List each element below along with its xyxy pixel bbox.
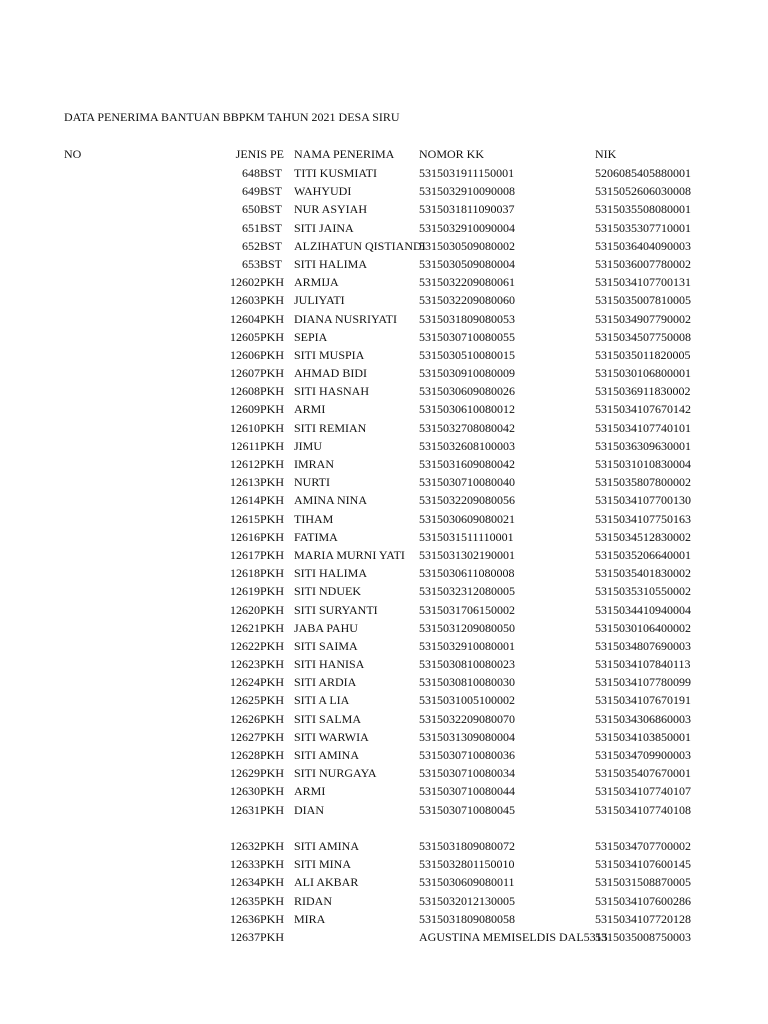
cell-nik: 5206085405880001: [595, 166, 691, 180]
cell-jenis: PKH: [260, 493, 285, 508]
cell-nik: 5315034507750008: [595, 329, 691, 344]
cell-nomor-kk: 5315030611080008: [419, 566, 515, 581]
cell-no: 12606: [230, 347, 260, 362]
cell-jenis: PKH: [260, 729, 285, 744]
cell-jenis: PKH: [260, 293, 285, 308]
cell-nomor-kk: 5315032801150010: [419, 857, 515, 872]
cell-nik: 5315031010830004: [595, 457, 691, 471]
cell-nama: RIDAN: [294, 893, 332, 908]
cell-nomor-kk: 5315032312080005: [419, 584, 515, 599]
cell-no: 12609: [230, 402, 260, 417]
cell-nomor-kk: 5315032209080070: [419, 711, 515, 726]
cell-nik: 5315035206640001: [595, 547, 691, 562]
cell-no: 12620: [230, 602, 260, 617]
cell-nama: SITI SAIMA: [294, 638, 358, 653]
cell-no: 651: [242, 220, 260, 235]
table-row: [0, 892, 768, 910]
cell-nama: TITI KUSMIATI: [294, 166, 377, 180]
cell-no: 12610: [230, 420, 260, 435]
table-spacer-row: [0, 819, 768, 837]
cell-jenis: PKH: [260, 347, 285, 362]
cell-nomor-kk: 5315030510080015: [419, 347, 515, 362]
cell-nik: 5315034107840113: [595, 657, 691, 672]
cell-nama: SITI AMINA: [294, 838, 359, 853]
cell-jenis: PKH: [260, 402, 285, 417]
cell-jenis: PKH: [260, 857, 285, 872]
table-row: [0, 855, 768, 873]
cell-nama: AHMAD BIDI: [294, 366, 367, 381]
cell-no: 12615: [230, 511, 260, 526]
cell-nik: 5315034107670142: [595, 402, 691, 417]
cell-nama: SITI SURYANTI: [294, 602, 378, 617]
cell-nama: ALI AKBAR: [294, 875, 359, 890]
cell-nomor-kk: AGUSTINA MEMISELDIS DAL5315: [419, 929, 608, 944]
cell-nama: NURTI: [294, 475, 330, 490]
cell-nik: 5315034107740108: [595, 802, 691, 817]
table-row: [0, 782, 768, 800]
cell-jenis: PKH: [260, 693, 285, 708]
cell-nik: 5315035310550002: [595, 584, 691, 599]
cell-nik: 5315034107740107: [595, 784, 691, 799]
cell-nik: 5315035008750003: [595, 929, 691, 944]
cell-nik: 5315036404090003: [595, 238, 691, 253]
cell-nik: 5315035807800002: [595, 475, 691, 490]
table-row: [0, 928, 768, 946]
cell-nama: ARMI: [294, 784, 326, 799]
cell-no: 12626: [230, 711, 260, 726]
cell-nama: DIANA NUSRIYATI: [294, 311, 398, 326]
cell-no: 12636: [230, 911, 260, 926]
cell-jenis: PKH: [260, 457, 285, 471]
cell-nik: 5315035011820005: [595, 347, 691, 362]
table-row: [0, 528, 768, 546]
table-row: [0, 546, 768, 564]
table-row: [0, 510, 768, 528]
cell-nomor-kk: 5315031209080050: [419, 620, 515, 635]
cell-no: 12628: [230, 748, 260, 762]
cell-nomor-kk: 5315032209080061: [419, 275, 515, 290]
cell-jenis: PKH: [260, 838, 285, 853]
document-title: DATA PENERIMA BANTUAN BBPKM TAHUN 2021 DESA SIRU: [64, 110, 400, 124]
table-row: [0, 710, 768, 728]
cell-nomor-kk: 5315031911150001: [419, 166, 515, 180]
cell-jenis: BST: [260, 184, 283, 199]
cell-jenis: PKH: [260, 438, 285, 453]
cell-nama: JULIYATI: [294, 293, 345, 308]
cell-nik: 5315030106800001: [595, 366, 691, 381]
cell-no: 12619: [230, 584, 260, 599]
cell-nik: 5315036309630001: [595, 438, 691, 453]
cell-nomor-kk: 5315031809080053: [419, 311, 515, 326]
cell-nik: 5315034907790002: [595, 311, 691, 326]
cell-jenis: PKH: [260, 275, 285, 290]
cell-nomor-kk: 5315030609080021: [419, 511, 515, 526]
cell-nomor-kk: 5315030710080034: [419, 766, 515, 781]
cell-nik: 5315036007780002: [595, 256, 691, 271]
cell-jenis: PKH: [260, 766, 285, 781]
cell-no: 12623: [230, 657, 260, 672]
cell-nik: 5315034107600145: [595, 857, 691, 872]
cell-nomor-kk: 5315030710080036: [419, 748, 515, 762]
table-row: [0, 601, 768, 619]
cell-nik: 5315034807690003: [595, 638, 691, 653]
cell-nik: 5315034107750163: [595, 511, 691, 526]
cell-jenis: PKH: [260, 748, 285, 762]
header-nama: NAMA PENERIMA: [294, 147, 395, 161]
cell-nik: 5315034306860003: [595, 711, 691, 726]
cell-jenis: PKH: [260, 329, 285, 344]
cell-nomor-kk: 5315031609080042: [419, 457, 515, 471]
cell-no: 12635: [230, 893, 260, 908]
cell-nama: DIAN: [294, 802, 324, 817]
cell-jenis: PKH: [260, 875, 285, 890]
cell-nomor-kk: 5315032910090008: [419, 184, 515, 199]
cell-nomor-kk: 5315032209080056: [419, 493, 515, 508]
cell-jenis: PKH: [260, 893, 285, 908]
header-no: NO: [64, 147, 82, 161]
cell-nama: JABA PAHU: [294, 620, 358, 635]
cell-nik: 5315034512830002: [595, 529, 691, 544]
cell-no: 12633: [230, 857, 260, 872]
cell-nomor-kk: 5315030810080030: [419, 675, 515, 690]
cell-no: 649: [242, 184, 260, 199]
cell-nik: 5315034709900003: [595, 748, 691, 762]
cell-nik: 5315035407670001: [595, 766, 691, 781]
cell-no: 12631: [230, 802, 260, 817]
table-row: [0, 582, 768, 600]
cell-nomor-kk: 5315030810080023: [419, 657, 515, 672]
table-row: [0, 219, 768, 237]
cell-jenis: BST: [260, 166, 283, 180]
cell-nomor-kk: 5315030509080004: [419, 256, 515, 271]
cell-nomor-kk: 5315031309080004: [419, 729, 515, 744]
cell-jenis: PKH: [260, 566, 285, 581]
cell-nama: SITI MINA: [294, 857, 351, 872]
cell-nomor-kk: 5315032910090004: [419, 220, 515, 235]
cell-nik: 5315034107700131: [595, 275, 691, 290]
cell-no: 12618: [230, 566, 260, 581]
table-row: [0, 364, 768, 382]
table-row: [0, 346, 768, 364]
table-row: [0, 619, 768, 637]
table-row: [0, 764, 768, 782]
cell-nama: SITI ARDIA: [294, 675, 357, 690]
cell-jenis: PKH: [260, 511, 285, 526]
table-row: [0, 310, 768, 328]
cell-no: 12622: [230, 638, 260, 653]
cell-nama: SEPIA: [294, 329, 328, 344]
cell-no: 12603: [230, 293, 260, 308]
cell-jenis: PKH: [260, 547, 285, 562]
cell-nomor-kk: 5315031809080072: [419, 838, 515, 853]
cell-nama: AMINA NINA: [294, 493, 367, 508]
cell-no: 12616: [230, 529, 260, 544]
cell-nama: MIRA: [294, 911, 326, 926]
cell-nik: 5315052606030008: [595, 184, 691, 199]
table-row: [0, 564, 768, 582]
cell-nik: 5315035508080001: [595, 202, 691, 217]
cell-nama: FATIMA: [294, 529, 338, 544]
cell-nik: 5315031508870005: [595, 875, 691, 890]
cell-nama: SITI A LIA: [294, 693, 350, 708]
cell-nama: SITI SALMA: [294, 711, 362, 726]
cell-nama: ALZIHATUN QISTIANDI: [294, 238, 426, 253]
table-row: [0, 837, 768, 855]
cell-nomor-kk: 5315032910080001: [419, 638, 515, 653]
header-kk: NOMOR KK: [419, 147, 485, 161]
cell-nama: SITI HALIMA: [294, 566, 367, 581]
cell-nik: 5315034707700002: [595, 838, 691, 853]
cell-no: 12632: [230, 838, 260, 853]
table-row: [0, 491, 768, 509]
table-row: [0, 437, 768, 455]
cell-jenis: PKH: [260, 602, 285, 617]
table-row: [0, 400, 768, 418]
cell-nomor-kk: 5315032708080042: [419, 420, 515, 435]
cell-no: 12624: [230, 675, 260, 690]
table-row: [0, 637, 768, 655]
cell-no: 648: [242, 166, 260, 180]
cell-nik: 5315035307710001: [595, 220, 691, 235]
table-row: [0, 328, 768, 346]
cell-no: 12637: [230, 929, 260, 944]
cell-no: 653: [242, 256, 260, 271]
cell-nik: 5315030106400002: [595, 620, 691, 635]
cell-jenis: PKH: [260, 638, 285, 653]
cell-nomor-kk: 5315032608100003: [419, 438, 515, 453]
cell-no: 12621: [230, 620, 260, 635]
cell-nomor-kk: 5315030509080002: [419, 238, 515, 253]
table-row: [0, 291, 768, 309]
cell-nomor-kk: 5315030710080040: [419, 475, 515, 490]
cell-nomor-kk: 5315031302190001: [419, 547, 515, 562]
table-row: [0, 455, 768, 473]
cell-jenis: BST: [260, 202, 283, 217]
table-row: [0, 182, 768, 200]
table-row: [0, 164, 768, 182]
cell-jenis: PKH: [260, 366, 285, 381]
cell-no: 12614: [230, 493, 260, 508]
cell-nama: SITI HALIMA: [294, 256, 367, 271]
table-row: [0, 910, 768, 928]
table-row: [0, 691, 768, 709]
cell-jenis: PKH: [260, 529, 285, 544]
cell-nik: 5315034107720128: [595, 911, 691, 926]
table-row: [0, 273, 768, 291]
cell-nama: MARIA MURNI YATI: [294, 547, 405, 562]
cell-nomor-kk: 5315032012130005: [419, 893, 515, 908]
cell-no: 12604: [230, 311, 260, 326]
table-row: [0, 473, 768, 491]
header-jenis: JENIS PE: [235, 147, 284, 161]
cell-jenis: BST: [260, 256, 283, 271]
cell-no: 12627: [230, 729, 260, 744]
cell-nomor-kk: 5315030609080011: [419, 875, 515, 890]
cell-nama: SITI AMINA: [294, 748, 359, 762]
cell-no: 12634: [230, 875, 260, 890]
table-row: [0, 419, 768, 437]
cell-jenis: PKH: [260, 929, 285, 944]
cell-jenis: PKH: [260, 675, 285, 690]
cell-no: 650: [242, 202, 260, 217]
cell-nik: 5315034107740101: [595, 420, 691, 435]
cell-no: 12611: [230, 438, 260, 453]
cell-no: 12625: [230, 693, 260, 708]
cell-nik: 5315034107600286: [595, 893, 691, 908]
cell-no: 12630: [230, 784, 260, 799]
cell-jenis: PKH: [260, 711, 285, 726]
cell-nama: SITI NDUEK: [294, 584, 361, 599]
cell-jenis: PKH: [260, 311, 285, 326]
table-row: [0, 655, 768, 673]
cell-nomor-kk: 5315031811090037: [419, 202, 515, 217]
cell-nik: 5315034410940004: [595, 602, 691, 617]
cell-nik: 5315035007810005: [595, 293, 691, 308]
cell-nomor-kk: 5315030910080009: [419, 366, 515, 381]
cell-jenis: PKH: [260, 384, 285, 399]
cell-nama: SITI JAINA: [294, 220, 354, 235]
table-row: [0, 746, 768, 764]
table-row: [0, 255, 768, 273]
cell-nama: NUR ASYIAH: [294, 202, 368, 217]
cell-no: 652: [242, 238, 260, 253]
table-row: [0, 801, 768, 819]
table-row: [0, 382, 768, 400]
cell-jenis: PKH: [260, 784, 285, 799]
cell-nomor-kk: 5315030710080044: [419, 784, 515, 799]
cell-no: 12629: [230, 766, 260, 781]
cell-nomor-kk: 5315030609080026: [419, 384, 515, 399]
cell-jenis: PKH: [260, 911, 285, 926]
table-row: [0, 728, 768, 746]
cell-no: 12602: [230, 275, 260, 290]
table-row: [0, 873, 768, 891]
cell-nama: TIHAM: [294, 511, 334, 526]
cell-nomor-kk: 5315031511110001: [419, 529, 514, 544]
cell-nomor-kk: 5315030710080055: [419, 329, 515, 344]
cell-no: 12613: [230, 475, 260, 490]
cell-jenis: PKH: [260, 657, 285, 672]
cell-nama: ARMI: [294, 402, 326, 417]
cell-nama: SITI REMIAN: [294, 420, 367, 435]
cell-nama: WAHYUDI: [294, 184, 352, 199]
cell-nik: 5315034103850001: [595, 729, 691, 744]
cell-nomor-kk: 5315032209080060: [419, 293, 515, 308]
cell-jenis: BST: [260, 238, 283, 253]
cell-nomor-kk: 5315030610080012: [419, 402, 515, 417]
cell-nama: JIMU: [294, 438, 323, 453]
header-nik: NIK: [595, 147, 617, 161]
cell-nama: SITI MUSPIA: [294, 347, 365, 362]
cell-no: 12617: [230, 547, 260, 562]
cell-jenis: PKH: [260, 584, 285, 599]
recipient-table: [0, 164, 768, 946]
cell-nik: 5315034107700130: [595, 493, 691, 508]
cell-no: 12612: [230, 457, 260, 471]
table-row: [0, 673, 768, 691]
cell-nama: ARMIJA: [294, 275, 339, 290]
cell-nama: SITI HANISA: [294, 657, 365, 672]
cell-jenis: PKH: [260, 475, 285, 490]
cell-nama: SITI HASNAH: [294, 384, 369, 399]
cell-nama: SITI WARWIA: [294, 729, 369, 744]
cell-nomor-kk: 5315031706150002: [419, 602, 515, 617]
cell-jenis: BST: [260, 220, 283, 235]
cell-jenis: PKH: [260, 620, 285, 635]
table-row: [0, 237, 768, 255]
cell-nik: 5315036911830002: [595, 384, 691, 399]
cell-nomor-kk: 5315030710080045: [419, 802, 515, 817]
table-row: [0, 200, 768, 218]
cell-nama: SITI NURGAYA: [294, 766, 377, 781]
cell-nik: 5315034107670191: [595, 693, 691, 708]
cell-nik: 5315034107780099: [595, 675, 691, 690]
cell-nomor-kk: 5315031809080058: [419, 911, 515, 926]
cell-nama: IMRAN: [294, 457, 335, 471]
cell-nik: 5315035401830002: [595, 566, 691, 581]
cell-jenis: PKH: [260, 420, 285, 435]
cell-jenis: PKH: [260, 802, 285, 817]
cell-no: 12605: [230, 329, 260, 344]
cell-no: 12608: [230, 384, 260, 399]
cell-no: 12607: [230, 366, 260, 381]
cell-nomor-kk: 5315031005100002: [419, 693, 515, 708]
